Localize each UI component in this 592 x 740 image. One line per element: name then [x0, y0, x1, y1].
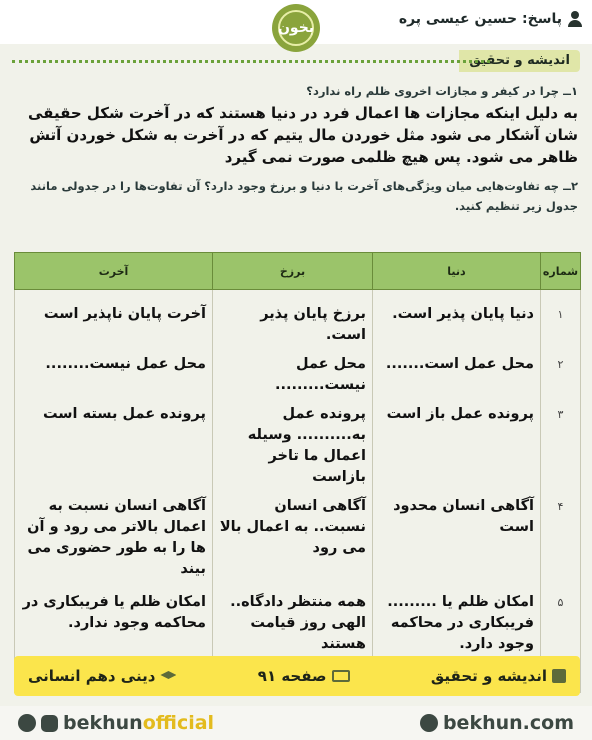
row-num: ۱ — [541, 290, 581, 351]
social-strip — [0, 706, 592, 740]
cell-dunya: دنیا پایان پذیر است. — [373, 290, 541, 351]
student-icon — [552, 669, 566, 683]
header-barzakh: برزخ — [213, 253, 373, 290]
telegram-icon[interactable] — [18, 714, 36, 732]
instagram-icon[interactable] — [41, 715, 58, 732]
cell-barzakh: برزخ پایان پذیر است. — [213, 290, 373, 351]
comparison-table — [14, 252, 581, 693]
cell-dunya: امکان ظلم یا ......... فریبکاری در محاکمه وجود دارد. — [373, 588, 541, 693]
footer-page — [258, 667, 350, 685]
handle-main: bekhun — [63, 712, 143, 734]
cell-barzakh: پرونده عمل به.......... وسیله اعمال ما تاخر بازاست — [213, 400, 373, 492]
cell-barzakh: آگاهی انسان نسبت.. به اعمال بالا می رود — [213, 492, 373, 588]
cell-akherat: پرونده عمل بسته است — [15, 400, 213, 492]
dotted-divider — [12, 60, 490, 63]
globe-icon — [420, 714, 438, 732]
logo-text: بخون — [278, 10, 314, 46]
social-handle[interactable] — [18, 712, 214, 734]
row-num: ۳ — [541, 400, 581, 492]
row-num: ۴ — [541, 492, 581, 588]
table-row — [15, 492, 581, 588]
cell-dunya: آگاهی انسان محدود است — [373, 492, 541, 588]
header-num: شماره — [541, 253, 581, 290]
section-title: اندیشه و تحقیق — [459, 50, 580, 72]
author-text: پاسخ: حسین عیسی پره — [398, 11, 562, 27]
footer-page-text: صفحه ۹۱ — [257, 667, 327, 685]
footer-section-text: اندیشه و تحقیق — [430, 667, 547, 685]
cell-akherat: آخرت پایان ناپذیر است — [15, 290, 213, 351]
row-num: ۲ — [541, 350, 581, 400]
cell-dunya: محل عمل است....... — [373, 350, 541, 400]
cell-akherat: آگاهی انسان نسبت به اعمال بالاتر می رود و آن ها را به طور حضوری می بیند — [15, 492, 213, 588]
content — [14, 82, 578, 222]
footer-book-text: دینی دهم انسانی — [28, 667, 156, 685]
cell-akherat: محل عمل نیست........ — [15, 350, 213, 400]
footer-band — [14, 656, 580, 696]
person-icon — [568, 11, 582, 27]
header-akherat: آخرت — [15, 253, 213, 290]
site-text: bekhun.com — [442, 712, 574, 734]
row-num: ۵ — [541, 588, 581, 693]
cell-dunya: پرونده عمل باز است — [373, 400, 541, 492]
answer-1: به دلیل اینکه مجازات ها اعمال فرد در دنیا هستند که در آخرت شکل حقیقی شان آشکار می شود مثل خوردن مال یتیم که در آخرت به شکل خوردن آتش ظاهر می شود. پس هیچ ظلمی صورت نمی گیرد — [27, 104, 578, 166]
table-row — [15, 350, 581, 400]
author-label — [399, 6, 582, 32]
table-row — [15, 290, 581, 351]
cell-barzakh: همه منتظر دادگاه.. الهی روز قیامت هستند — [213, 588, 373, 693]
header-dunya: دنیا — [373, 253, 541, 290]
book-icon — [332, 670, 350, 682]
footer-book — [28, 667, 176, 685]
handle-accent: official — [142, 712, 215, 734]
cell-akherat: امکان ظلم یا فریبکاری در محاکمه وجود ندارد. — [15, 588, 213, 693]
question-2: ۲ــ چه تفاوت‌هایی میان ویژگی‌های آخرت با دنیا و برزخ وجود دارد؟ آن تفاوت‌ها را در جدولی مانند جدول زیر تنظیم کنید. — [30, 179, 578, 213]
table-header-row — [15, 253, 581, 290]
website-link[interactable] — [420, 712, 574, 734]
top-header — [0, 0, 592, 44]
graduation-cap-icon — [160, 671, 176, 681]
table-row — [15, 400, 581, 492]
question-1: ۱ــ چرا در کیفر و مجازات اخروی ظلم راه ندارد؟ — [306, 84, 578, 98]
footer-section — [431, 667, 566, 685]
bekhun-logo — [272, 4, 320, 52]
section-title-bar — [12, 50, 580, 72]
cell-barzakh: محل عمل نیست......... — [213, 350, 373, 400]
